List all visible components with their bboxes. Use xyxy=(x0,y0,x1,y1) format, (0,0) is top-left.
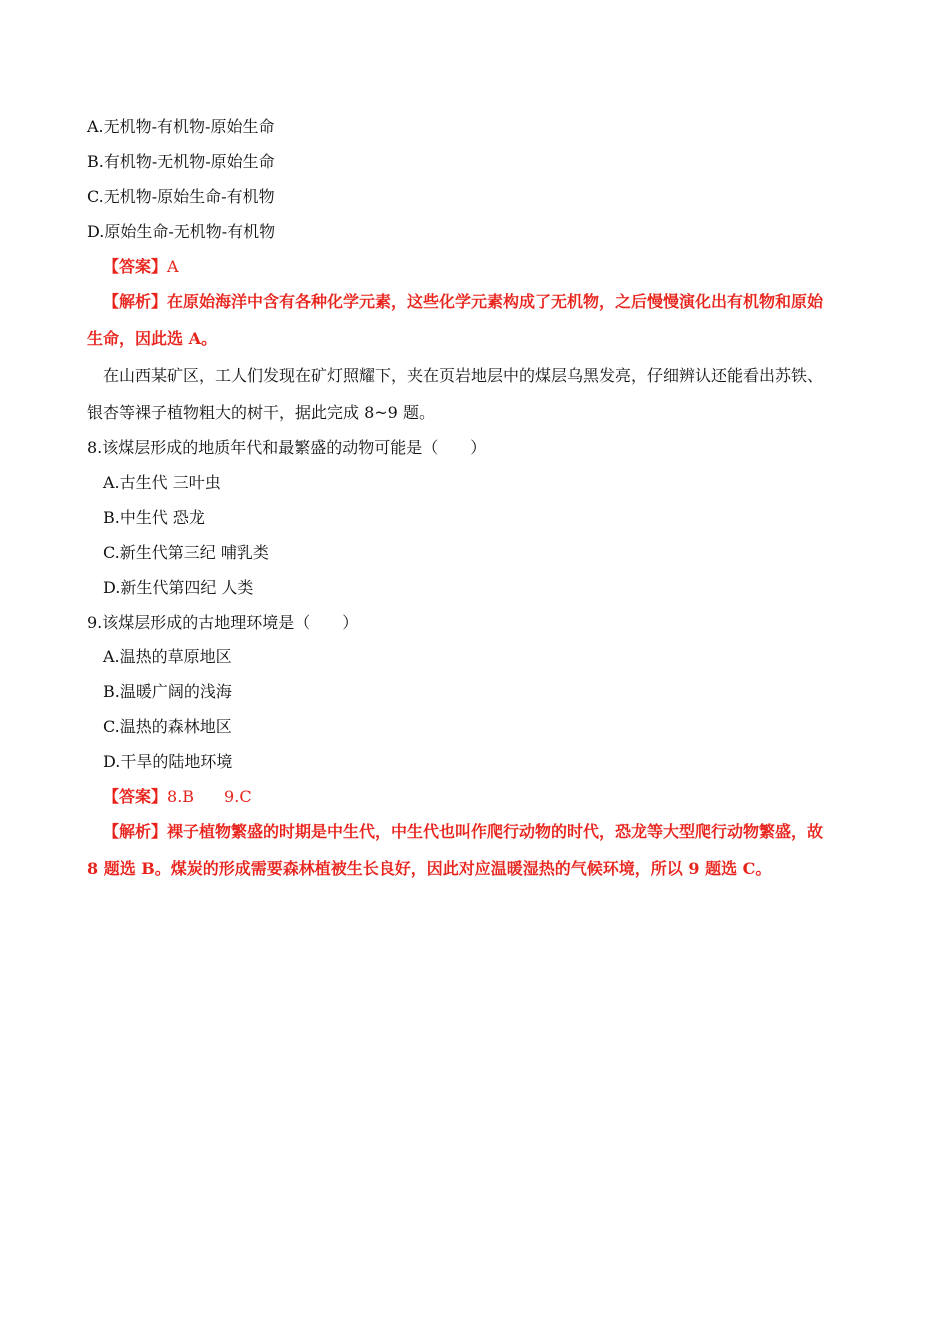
q7-answer-value: A xyxy=(167,257,179,276)
analysis-8-9-line2: 8 题选 B。煤炭的形成需要森林植被生长良好，因此对应温暖湿热的气候环境，所以 9 题选 C。 xyxy=(87,859,772,878)
answer-8-9 xyxy=(103,786,252,808)
analysis-8-9-label: 【解析】 xyxy=(103,822,168,841)
q7-answer-label: 【答案】 xyxy=(103,257,168,276)
q9-option-a: A.温热的草原地区 xyxy=(103,647,232,666)
answer-8-9-label: 【答案】 xyxy=(103,787,168,806)
q9-stem: 9.该煤层形成的古地理环境是（ ） xyxy=(87,613,359,632)
q7-answer xyxy=(103,256,179,278)
analysis-8-9-line1 xyxy=(103,821,823,843)
q7-analysis-line2: 生命，因此选 A。 xyxy=(87,329,217,348)
q9-option-c: C.温热的森林地区 xyxy=(103,717,232,736)
q9-option-b: B.温暖广阔的浅海 xyxy=(103,682,232,701)
q8-stem: 8.该煤层形成的地质年代和最繁盛的动物可能是（ ） xyxy=(87,438,487,457)
analysis-8-9-text1: 裸子植物繁盛的时期是中生代，中生代也叫作爬行动物的时代，恐龙等大型爬行动物繁盛，故 xyxy=(167,822,824,841)
q7-analysis-line1 xyxy=(103,291,823,313)
q8-option-c: C.新生代第三纪 哺乳类 xyxy=(103,543,269,562)
answer-8-value: 8.B xyxy=(167,787,195,806)
q8-option-b: B.中生代 恐龙 xyxy=(103,508,205,527)
q7-analysis-text1: 在原始海洋中含有各种化学元素，这些化学元素构成了无机物，之后慢慢演化出有机物和原始 xyxy=(167,292,824,311)
q7-option-b: B.有机物-无机物-原始生命 xyxy=(87,152,275,171)
q9-option-d: D.干旱的陆地环境 xyxy=(103,752,233,771)
q8-option-d: D.新生代第四纪 人类 xyxy=(103,578,254,597)
q7-option-a: A.无机物-有机物-原始生命 xyxy=(87,117,275,136)
passage-line1: 在山西某矿区，工人们发现在矿灯照耀下，夹在页岩地层中的煤层乌黑发亮，仔细辨认还能看出苏铁、 xyxy=(103,366,824,385)
answer-9-value: 9.C xyxy=(224,787,252,806)
passage-line2: 银杏等裸子植物粗大的树干，据此完成 8~9 题。 xyxy=(87,403,435,422)
q7-analysis-label: 【解析】 xyxy=(103,292,168,311)
q8-option-a: A.古生代 三叶虫 xyxy=(103,473,221,492)
q7-option-c: C.无机物-原始生命-有机物 xyxy=(87,187,275,206)
q7-option-d: D.原始生命-无机物-有机物 xyxy=(87,222,276,241)
